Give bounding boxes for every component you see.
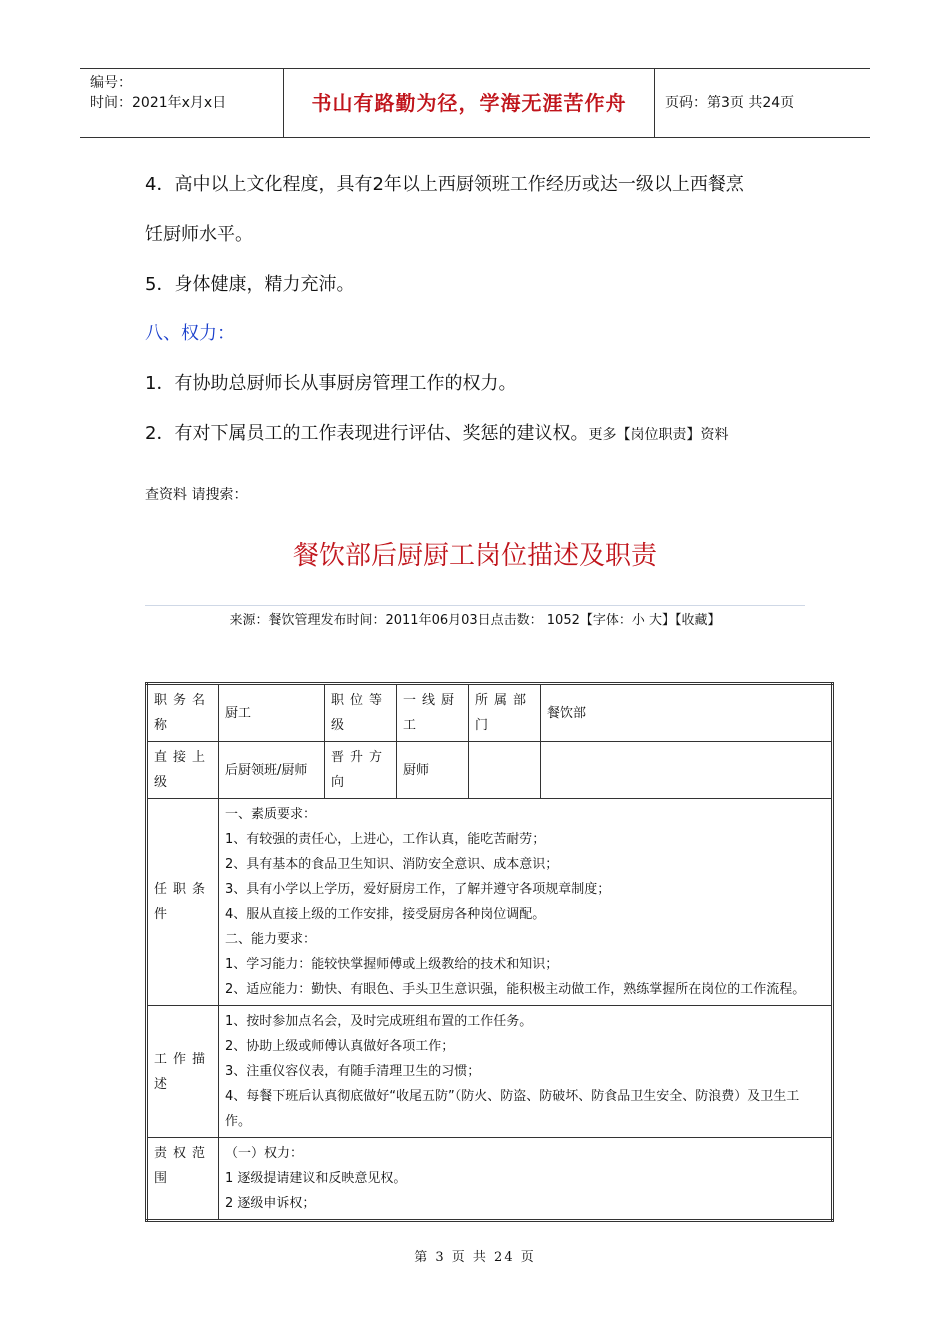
section-heading-power: 八、权力：	[145, 323, 235, 344]
table-row	[147, 1138, 833, 1221]
cell-label-promotion: 晋升方向	[325, 742, 397, 799]
motto: 书山有路勤为径，学海无涯苦作舟	[311, 91, 627, 115]
cell-promotion: 厨师	[397, 742, 469, 799]
req-item-4-line2: 饪厨师水平。	[145, 224, 253, 245]
page-header	[80, 68, 870, 138]
article-source: 来源：餐饮管理发布时间：2011年06月03日点击数： 1052【字体：小 大】【收藏】	[229, 613, 721, 628]
cell-label-level: 职位等级	[325, 684, 397, 742]
table-row	[147, 1006, 833, 1138]
divider	[145, 605, 805, 606]
list-item: 二、能力要求：	[225, 932, 317, 947]
cell-label-supervisor: 直接上级	[147, 742, 219, 799]
cell-department: 餐饮部	[541, 684, 833, 742]
list-item: （一）权力：	[225, 1146, 304, 1161]
power-item-2-text: 2．有对下属员工的工作表现进行评估、奖惩的建议权。	[145, 423, 589, 444]
list-item: 1、学习能力：能较快掌握师傅或上级教给的技术和知识；	[225, 957, 559, 972]
list-item: 3、具有小学以上学历，爱好厨房工作，了解并遵守各项规章制度；	[225, 882, 611, 897]
cell-job-title: 厨工	[219, 684, 325, 742]
list-item: 2 逐级申诉权；	[225, 1196, 316, 1211]
list-item: 2、适应能力：勤快、有眼色、手头卫生意识强，能积极主动做工作，熟练掌握所在岗位的工作流程。	[225, 982, 806, 997]
list-item: 1、按时参加点名会，及时完成班组布置的工作任务。	[225, 1014, 533, 1029]
doc-number: 编号：	[90, 75, 132, 91]
table-row	[147, 799, 833, 1006]
cell-authority	[219, 1138, 833, 1221]
table-row	[147, 742, 833, 799]
list-item: 2、协助上级或师傅认真做好各项工作；	[225, 1039, 455, 1054]
list-item: 4、每餐下班后认真彻底做好“收尾五防”（防火、防盗、防破坏、防食品卫生安全、防浪费）及卫生工作。	[225, 1089, 800, 1129]
list-item: 3、注重仪容仪表，有随手清理卫生的习惯；	[225, 1064, 481, 1079]
list-item: 1、有较强的责任心，上进心，工作认真，能吃苦耐劳；	[225, 832, 546, 847]
power-item-1: 1．有协助总厨师长从事厨房管理工作的权力。	[145, 373, 517, 394]
cell-label-qualifications: 任职条件	[147, 799, 219, 1006]
page-info: 页码：第3页 共24页	[665, 95, 795, 111]
more-link[interactable]: 更多【岗位职责】资料	[588, 427, 729, 443]
cell-label-work: 工作描述	[147, 1006, 219, 1138]
list-item: 2、具有基本的食品卫生知识、消防安全意识、成本意识；	[225, 857, 559, 872]
header-meta	[80, 69, 284, 137]
cell-label-department: 所属部门	[469, 684, 541, 742]
list-item: 一、素质要求：	[225, 807, 317, 822]
header-motto-cell	[284, 69, 655, 137]
req-item-4-line1: 4．高中以上文化程度，具有2年以上西厨领班工作经历或达一级以上西餐烹	[145, 174, 744, 195]
cell-label-authority: 责权范围	[147, 1138, 219, 1221]
cell-supervisor: 后厨领班/厨师	[219, 742, 325, 799]
cell-label-job-title: 职务名称	[147, 684, 219, 742]
search-hint: 查资料 请搜索：	[145, 487, 248, 503]
header-page-cell	[655, 69, 870, 137]
doc-time: 时间：2021年x月x日	[90, 95, 227, 111]
req-item-5: 5．身体健康，精力充沛。	[145, 274, 355, 295]
list-item: 1 逐级提请建议和反映意见权。	[225, 1171, 407, 1186]
cell-level: 一线厨工	[397, 684, 469, 742]
cell-empty	[469, 742, 541, 799]
page-footer: 第 3 页 共 24 页	[414, 1250, 536, 1265]
cell-work	[219, 1006, 833, 1138]
article-title: 餐饮部后厨厨工岗位描述及职责	[292, 541, 657, 571]
cell-empty	[541, 742, 833, 799]
power-item-2	[145, 421, 728, 448]
list-item: 4、服从直接上级的工作安排，接受厨房各种岗位调配。	[225, 907, 546, 922]
cell-qualifications	[219, 799, 833, 1006]
table-row	[147, 684, 833, 742]
job-description-table	[145, 682, 834, 1222]
